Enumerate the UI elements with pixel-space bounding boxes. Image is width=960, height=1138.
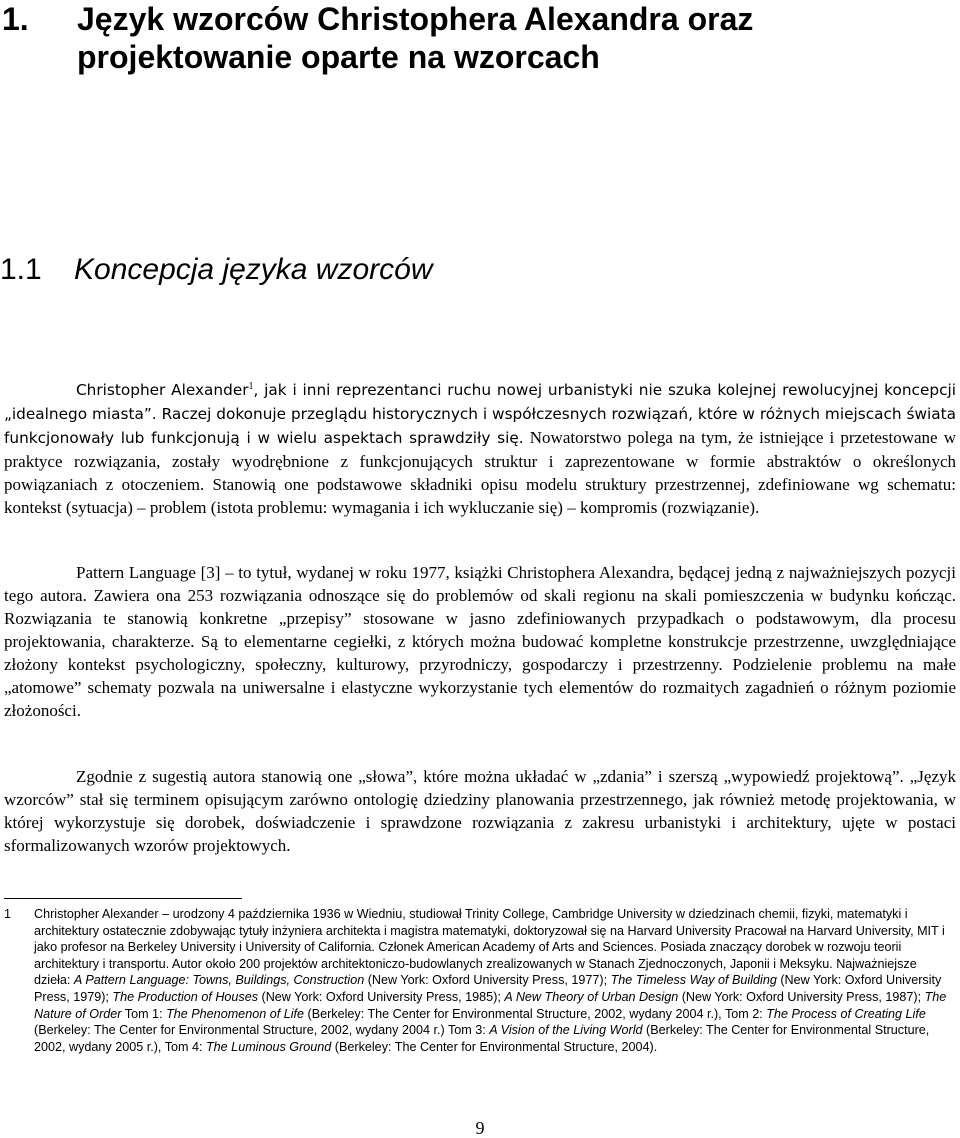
book-title: The Phenomenon of Life xyxy=(166,1006,305,1021)
section-number: 1.1 xyxy=(0,253,42,286)
book-title: A New Theory of Urban Design xyxy=(504,989,679,1004)
book-title: A Pattern Language: Towns, Buildings, Construction xyxy=(73,973,365,988)
footnote-reference[interactable]: 1 xyxy=(248,380,254,392)
chapter-title: Język wzorców Christophera Alexandra oraz projektowanie oparte na wzorcach xyxy=(77,1,754,75)
footnote-run: (New York: Oxford University Press, 1977); xyxy=(364,973,611,988)
paragraph-1-sans-text: , jak i inni reprezentanci ruchu nowej urbanistyki nie szuka kolejnej rewolucyjnej koncepcji „idealnego miasta”. Raczej dokonuje przeglądu historycznych i współczesnych rozwiązań, które w różnych miejscach świata funkcjonowały lub funkcjonują i w wielu aspektach sprawdziły się. xyxy=(4,381,956,447)
book-title: The Production of Houses xyxy=(112,989,259,1004)
footnote xyxy=(4,906,956,1055)
section-title: Koncepcja języka wzorców xyxy=(74,253,433,286)
footnote-run: (Berkeley: The Center for Environmental Structure, 2002, wydany 2004 r.) Tom 3: xyxy=(34,1023,490,1038)
section-heading xyxy=(0,252,433,288)
footnote-number: 1 xyxy=(4,907,12,921)
footnote-run: (New York: Oxford University Press, 1985); xyxy=(258,989,505,1004)
footnote-run: Tom 1: xyxy=(121,1006,167,1021)
footnote-run: (Berkeley: The Center for Environmental Structure, 2002, wydany 2004 r.), Tom 2: xyxy=(304,1006,767,1021)
paragraph-3-text: Zgodnie z sugestią autora stanowią one „słowa”, które można układać w „zdania” i szerszą „wypowiedź projektową”. „Język wzorców” stał się terminem opisującym zarówno ontologię dziedziny planowania przestrzennego, jak również metodę projektowania, w której wykorzystuje się dorobek, doświadczenie i sprawdzone rozwiązania z zakresu urbanistyki i architektury, ujęte w postaci sformalizowanych wzorów projektowych. xyxy=(4,767,956,855)
footnote-run: Christopher Alexander – urodzony 4 października 1936 w Wiedniu, studiował Trinity College, Cambridge University w dziedzinach chemii, fizyki, matematyki i architektury ostatecznie zdobywając tytuły inżyniera architekta i magistra matematyki, doktoryzował się na Harvard University Pracował na Harvard University, MIT i jako profesor na Berkeley University i University of California. Członek American Academy of Arts and Sciences. Posiada znaczący dorobek w rozwoju teorii architektury i transportu. Autor około 200 projektów architektoniczo-budowlanych zrealizowanych w Stanach Zjednoczonych, Japonii i Meksyku. Najważniejsze dzieła: xyxy=(34,907,945,988)
book-title: The Luminous Ground xyxy=(205,1039,332,1054)
book-title: A Vision of the Living World xyxy=(489,1023,643,1038)
paragraph-2-text: Pattern Language [3] – to tytuł, wydanej w roku 1977, książki Christophera Alexandra, będącej jedną z najważniejszych pozycji tego autora. Zawiera ona 253 rozwiązania odnoszące się do problemów od skali regionu na skali pomieszczenia w budynku kończąc. Rozwiązania te stanowią konkretne „przepisy” stosowane w jasno zdefiniowanych przypadkach o podstawowym, dla procesu projektowania, charakterze. Są to elementarne cegiełki, z których można budować kompletne konstrukcje przestrzenne, uwzględniające złożony kontekst psychologiczny, społeczny, kulturowy, przyrodniczy, gospodarczy i przestrzenny. Podzielenie problemu na małe „atomowe” schematy pozwala na uniwersalne i elastyczne wykorzystanie tych elementów do rozmaitych zagadnień o różnym poziomie złożoności. xyxy=(4,563,956,720)
footnote-separator xyxy=(4,898,242,899)
paragraph-2 xyxy=(4,561,956,722)
footnote-run: (New York: Oxford University Press, 1987); xyxy=(678,989,925,1004)
chapter-heading xyxy=(2,0,952,76)
book-title: The Nature of Order xyxy=(34,989,947,1021)
chapter-number: 1. xyxy=(2,1,29,37)
paragraph-1-lead: Christopher Alexander xyxy=(76,381,249,399)
footnote-run: (New York: Oxford University Press, 1979); xyxy=(34,973,942,1004)
book-title: The Timeless Way of Building xyxy=(610,973,777,988)
book-title: The Process of Creating Life xyxy=(766,1006,926,1021)
page-number: 9 xyxy=(475,1118,485,1138)
footnote-run: (Berkeley: The Center for Environmental Structure, 2004). xyxy=(331,1039,658,1054)
paragraph-1-serif-text: Nowatorstwo polega na tym, że istniejące i przetestowane w praktyce rozwiązania, zostały wyodrębnione z funkcjonujących struktur i zaprezentowane w formie abstraktów o określonych powiązaniach z otoczeniem. Stanowią one podstawowe składniki opisu modelu struktury przestrzennej, zdefiniowane wg schematu: kontekst (sytuacja) – problem (istota problemu: wymagania i ich wykluczanie się) – kompromis (rozwiązanie). xyxy=(4,428,956,517)
paragraph-1 xyxy=(4,378,956,519)
paragraph-3 xyxy=(4,765,956,857)
footnote-text xyxy=(34,906,956,1055)
footnote-run: (Berkeley: The Center for Environmental Structure, 2002, wydany 2005 r.), Tom 4: xyxy=(34,1023,930,1054)
